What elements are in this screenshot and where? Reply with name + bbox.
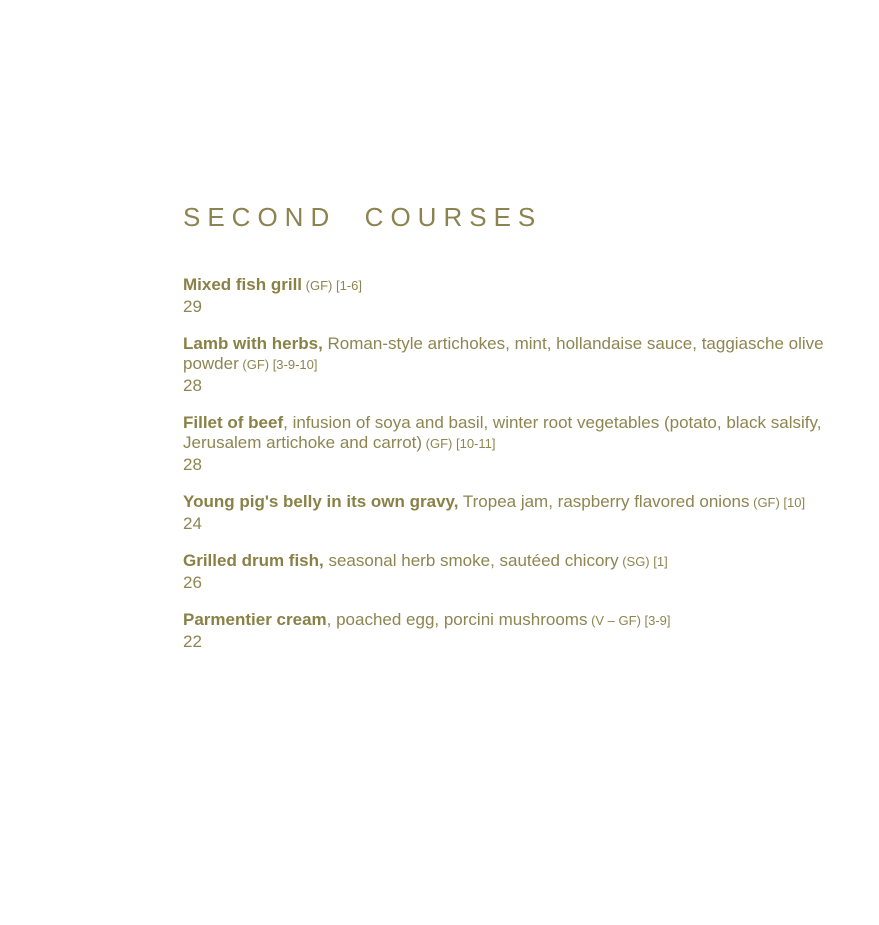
dish-item	[183, 492, 843, 534]
dish-description: Roman-style artichokes, mint, hollandaise sauce, taggiasche olive powder	[183, 334, 824, 373]
dish-description: , infusion of soya and basil, winter root vegetables (potato, black salsify, Jerusalem artichoke and carrot)	[183, 413, 822, 452]
dish-name: Parmentier cream	[183, 610, 327, 629]
dish-description-line	[183, 413, 843, 454]
dish-price: 29	[183, 297, 202, 316]
dish-description: , poached egg, porcini mushrooms	[326, 610, 588, 629]
section-title: SECOND COURSES	[183, 202, 543, 232]
dish-description-line	[183, 610, 843, 631]
dish-item	[183, 334, 843, 396]
dish-description: seasonal herb smoke, sautéed chicory	[323, 551, 619, 570]
dish-item	[183, 413, 843, 475]
dish-description: Tropea jam, raspberry flavored onions	[458, 492, 750, 511]
dish-tags: (GF) [10]	[749, 495, 806, 510]
dish-tags: (GF) [3-9-10]	[238, 357, 318, 372]
dish-description-line	[183, 492, 843, 513]
dish-tags: (GF) [10-11]	[422, 436, 496, 451]
dish-name: Mixed fish grill	[183, 275, 303, 294]
dish-name: Grilled drum fish,	[183, 551, 324, 570]
dish-description-line	[183, 551, 843, 572]
dish-price: 28	[183, 376, 202, 395]
dish-name: Lamb with herbs,	[183, 334, 323, 353]
dish-tags: (SG) [1]	[618, 554, 668, 569]
dish-price: 28	[183, 455, 202, 474]
dish-description-line	[183, 275, 843, 296]
dish-price: 26	[183, 573, 202, 592]
dish-description-line	[183, 334, 843, 375]
dish-name: Young pig's belly in its own gravy,	[183, 492, 459, 511]
dish-name: Fillet of beef	[183, 413, 284, 432]
dish-list	[183, 275, 843, 652]
dish-tags: (V – GF) [3-9]	[587, 613, 671, 628]
dish-tags: (GF) [1-6]	[302, 278, 362, 293]
dish-price: 22	[183, 632, 202, 651]
menu-section	[183, 200, 843, 669]
dish-item	[183, 610, 843, 652]
dish-price: 24	[183, 514, 202, 533]
dish-item	[183, 275, 843, 317]
dish-item	[183, 551, 843, 593]
